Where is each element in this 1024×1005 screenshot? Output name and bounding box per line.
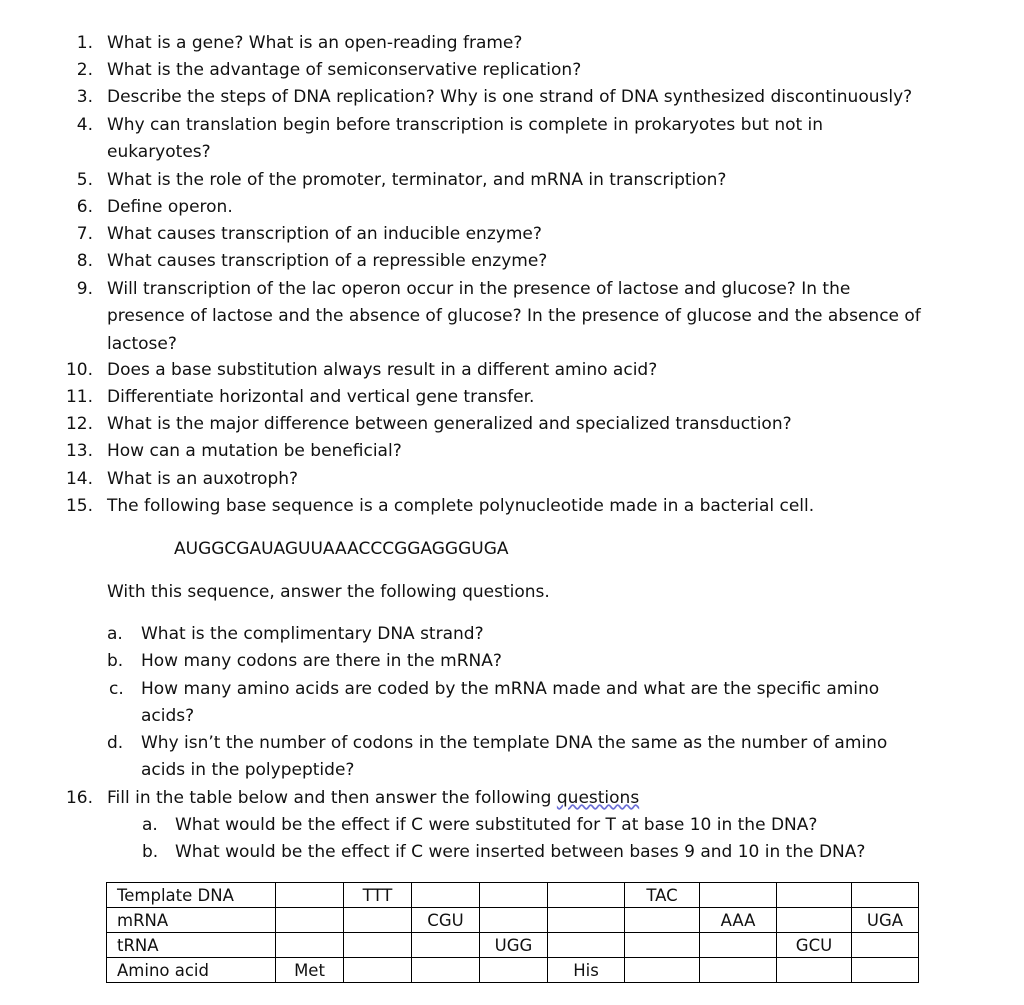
question-text: Does a base substitution always result in a different amino acid? <box>107 360 658 380</box>
table-cell[interactable] <box>412 933 480 958</box>
question-text: Differentiate horizontal and vertical gene transfer. <box>107 387 535 407</box>
row-label: Template DNA <box>107 883 276 908</box>
q16-sub-b-text: What would be the effect if C were inserted between bases 9 and 10 in the DNA? <box>175 842 866 862</box>
table-cell[interactable] <box>700 883 777 908</box>
question-number: 6. <box>76 197 93 217</box>
question-text-main: Fill in the table below and then answer the following <box>107 788 557 808</box>
table-row-trna <box>107 933 919 958</box>
question-number: 7. <box>76 224 93 244</box>
q15-sub-a-letter: a. <box>107 624 123 644</box>
table-cell[interactable] <box>777 908 852 933</box>
q15-sub-c-letter: c. <box>109 679 124 699</box>
question-text: Define operon. <box>107 197 233 217</box>
q15-sub-b-letter: b. <box>107 651 124 671</box>
question-text: lactose? <box>107 334 177 354</box>
table-cell[interactable]: UGG <box>480 933 548 958</box>
question-number: 5. <box>76 170 93 190</box>
table-cell[interactable]: AAA <box>700 908 777 933</box>
q16-sub-b-letter: b. <box>142 842 159 862</box>
question-text: What causes transcription of a repressible enzyme? <box>107 251 548 271</box>
q15-sub-d-text: Why isn’t the number of codons in the template DNA the same as the number of amino <box>141 733 888 753</box>
question-number: 1. <box>76 33 93 53</box>
base-sequence: AUGGCGAUAGUUAAACCCGGAGGGUGA <box>174 539 509 559</box>
q15-sub-b-text: How many codons are there in the mRNA? <box>141 651 502 671</box>
table-cell[interactable] <box>412 958 480 983</box>
table-cell[interactable] <box>480 908 548 933</box>
question-text <box>107 788 639 808</box>
question-text: What is a gene? What is an open-reading frame? <box>107 33 523 53</box>
table-cell[interactable] <box>852 883 919 908</box>
row-label: tRNA <box>107 933 276 958</box>
table-cell[interactable]: Met <box>276 958 344 983</box>
table-cell[interactable] <box>548 933 625 958</box>
q15-sub-a-text: What is the complimentary DNA strand? <box>141 624 484 644</box>
question-text: What causes transcription of an inducible enzyme? <box>107 224 542 244</box>
table-cell[interactable] <box>700 933 777 958</box>
table-cell[interactable] <box>548 883 625 908</box>
question-number: 8. <box>76 251 93 271</box>
table-cell[interactable] <box>625 908 700 933</box>
row-label: Amino acid <box>107 958 276 983</box>
table-cell[interactable]: TTT <box>344 883 412 908</box>
table-cell[interactable] <box>480 883 548 908</box>
table-row-template-dna <box>107 883 919 908</box>
codon-worksheet-table <box>106 882 919 983</box>
question-text: presence of lactose and the absence of glucose? In the presence of glucose and the absence of <box>107 306 921 326</box>
question-number: 2. <box>76 60 93 80</box>
question-text: The following base sequence is a complete polynucleotide made in a bacterial cell. <box>107 496 815 516</box>
question-text: Will transcription of the lac operon occur in the presence of lactose and glucose? In the <box>107 279 851 299</box>
question-number: 11. <box>65 387 93 407</box>
question-text: Why can translation begin before transcription is complete in prokaryotes but not in <box>107 115 824 135</box>
table-cell[interactable] <box>412 883 480 908</box>
question-text: eukaryotes? <box>107 142 211 162</box>
table-cell[interactable] <box>276 908 344 933</box>
table-cell[interactable] <box>548 908 625 933</box>
table-cell[interactable] <box>777 958 852 983</box>
table-cell[interactable] <box>344 958 412 983</box>
table-cell[interactable]: His <box>548 958 625 983</box>
question-number: 9. <box>76 279 93 299</box>
q15-sub-d-letter: d. <box>107 733 124 753</box>
question-text: What is the major difference between generalized and specialized transduction? <box>107 414 792 434</box>
table-cell[interactable]: UGA <box>852 908 919 933</box>
table-cell[interactable] <box>852 933 919 958</box>
question-number: 14. <box>65 469 93 489</box>
q16-sub-a-letter: a. <box>142 815 158 835</box>
table-cell[interactable] <box>344 908 412 933</box>
q16-sub-a-text: What would be the effect if C were substituted for T at base 10 in the DNA? <box>175 815 818 835</box>
table-cell[interactable] <box>344 933 412 958</box>
table-row-mrna <box>107 908 919 933</box>
question-text: How can a mutation be beneficial? <box>107 441 402 461</box>
table-cell[interactable]: GCU <box>777 933 852 958</box>
q15-sub-c-text-cont: acids? <box>141 706 195 726</box>
table-cell[interactable] <box>276 883 344 908</box>
question-number: 12. <box>65 414 93 434</box>
spellcheck-underlined-word: questions <box>556 788 640 808</box>
question-number: 15. <box>65 496 93 516</box>
table-row-amino-acid <box>107 958 919 983</box>
q15-instruction: With this sequence, answer the following questions. <box>107 582 550 602</box>
table-cell[interactable] <box>777 883 852 908</box>
table-cell[interactable] <box>625 933 700 958</box>
question-number: 13. <box>65 441 93 461</box>
q15-sub-d-text-cont: acids in the polypeptide? <box>141 760 355 780</box>
question-text: What is the advantage of semiconservative replication? <box>107 60 582 80</box>
table-cell[interactable]: TAC <box>625 883 700 908</box>
row-label: mRNA <box>107 908 276 933</box>
question-text: Describe the steps of DNA replication? Why is one strand of DNA synthesized discontinuously? <box>107 87 913 107</box>
question-number: 10. <box>65 360 93 380</box>
table-cell[interactable]: CGU <box>412 908 480 933</box>
question-number: 3. <box>76 87 93 107</box>
q15-sub-c-text: How many amino acids are coded by the mRNA made and what are the specific amino <box>141 679 880 699</box>
question-text: What is an auxotroph? <box>107 469 299 489</box>
table-cell[interactable] <box>700 958 777 983</box>
table-cell[interactable] <box>852 958 919 983</box>
table-cell[interactable] <box>625 958 700 983</box>
question-number: 16. <box>65 788 93 808</box>
table-cell[interactable] <box>480 958 548 983</box>
question-text: What is the role of the promoter, terminator, and mRNA in transcription? <box>107 170 727 190</box>
question-number: 4. <box>76 115 93 135</box>
table-cell[interactable] <box>276 933 344 958</box>
